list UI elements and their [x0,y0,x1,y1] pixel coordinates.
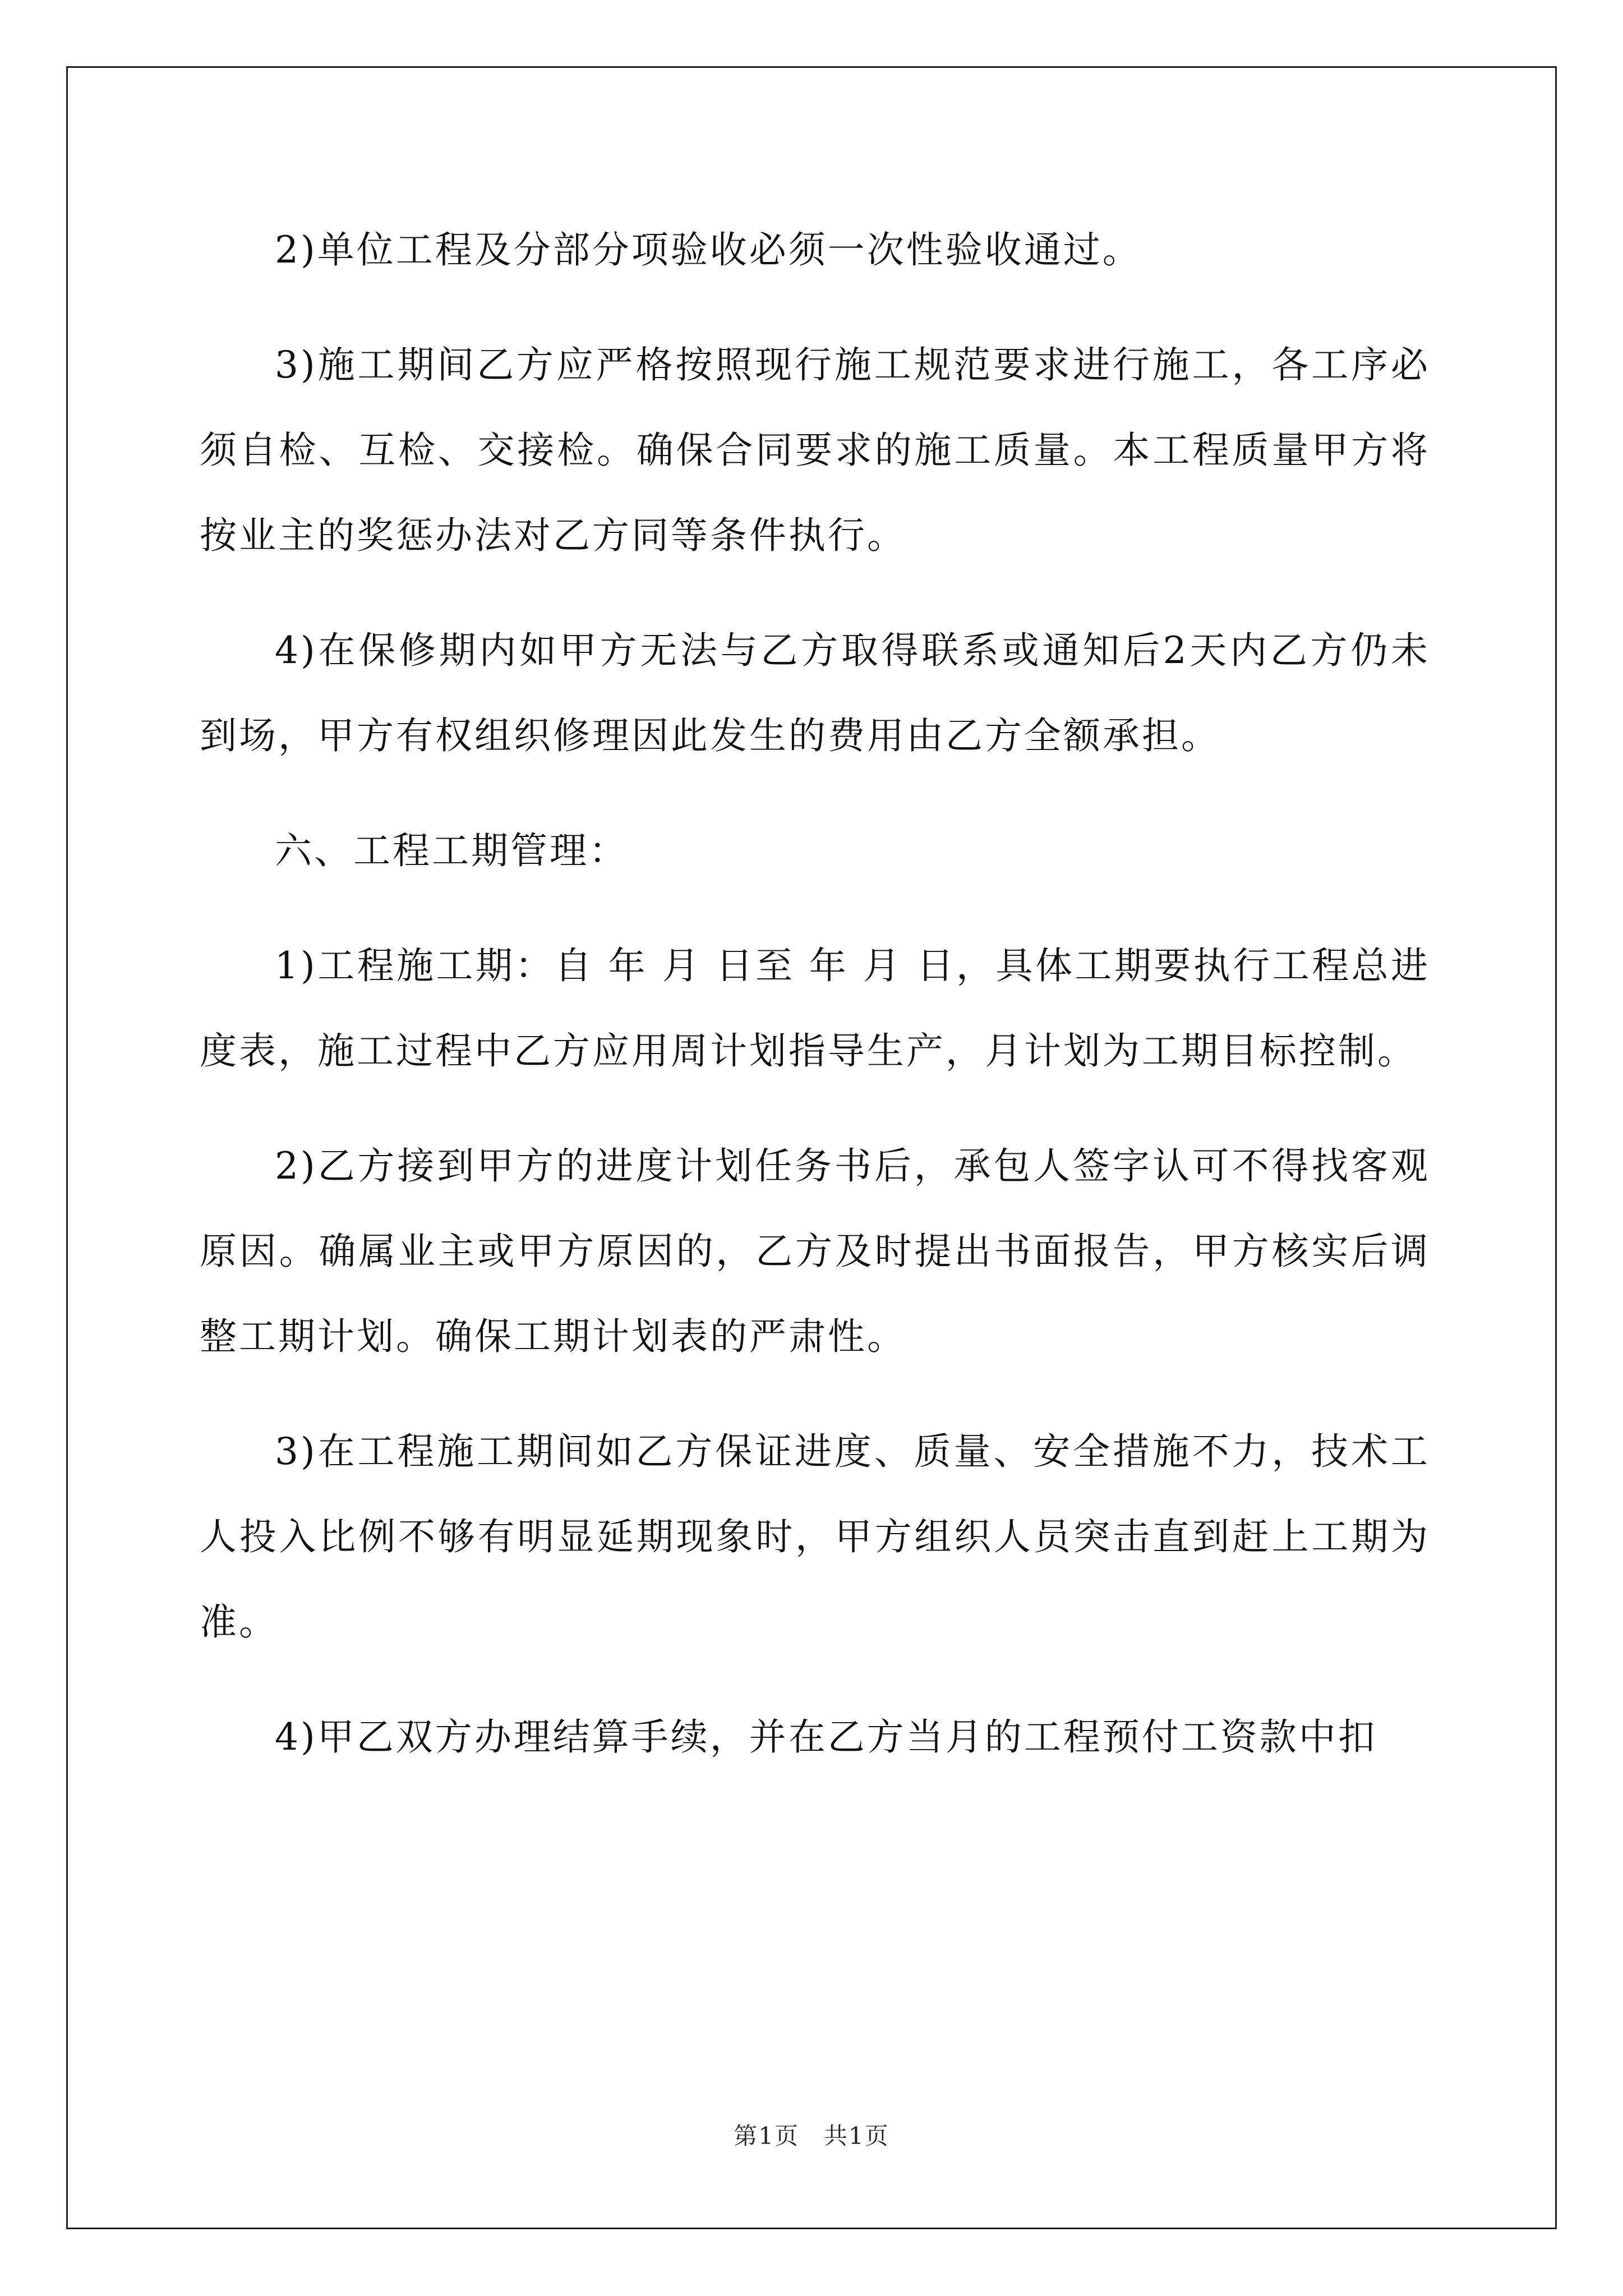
document-body [200,208,1430,1810]
section-heading-schedule-management: 六、工程工期管理： [275,829,628,872]
paragraph-progress-plan: 2)乙方接到甲方的进度计划任务书后，承包人签字认可不得找客观原因。确属业主或甲方原因的，乙方及时提出书面报告，甲方核实后调整工期计划。确保工期计划表的严肃性。 [200,1144,1430,1358]
paragraph-construction-period: 1)工程施工期：自 年 月 日至 年 月 日，具体工期要执行工程总进度表，施工过程中乙方应用周计划指导生产，月计划为工期目标控制。 [200,944,1430,1073]
paragraph-warranty-period: 4)在保修期内如甲方无法与乙方取得联系或通知后2天内乙方仍未到场，甲方有权组织修理因此发生的费用由乙方全额承担。 [200,629,1430,757]
page-footer: 第1页 共1页 [734,2122,889,2150]
paragraph-delay-measures: 3)在工程施工期间如乙方保证进度、质量、安全措施不力，技术工人投入比例不够有明显延期现象时，甲方组织人员突击直到赶上工期为准。 [200,1430,1430,1644]
paragraph-settlement: 4)甲乙双方办理结算手续，并在乙方当月的工程预付工资款中扣 [275,1715,1377,1759]
paragraph-construction-standards: 3)施工期间乙方应严格按照现行施工规范要求进行施工，各工序必须自检、互检、交接检。确保合同要求的施工质量。本工程质量甲方将按业主的奖惩办法对乙方同等条件执行。 [200,343,1430,557]
paragraph-quality-acceptance: 2)单位工程及分部分项验收必须一次性验收通过。 [275,228,1142,272]
